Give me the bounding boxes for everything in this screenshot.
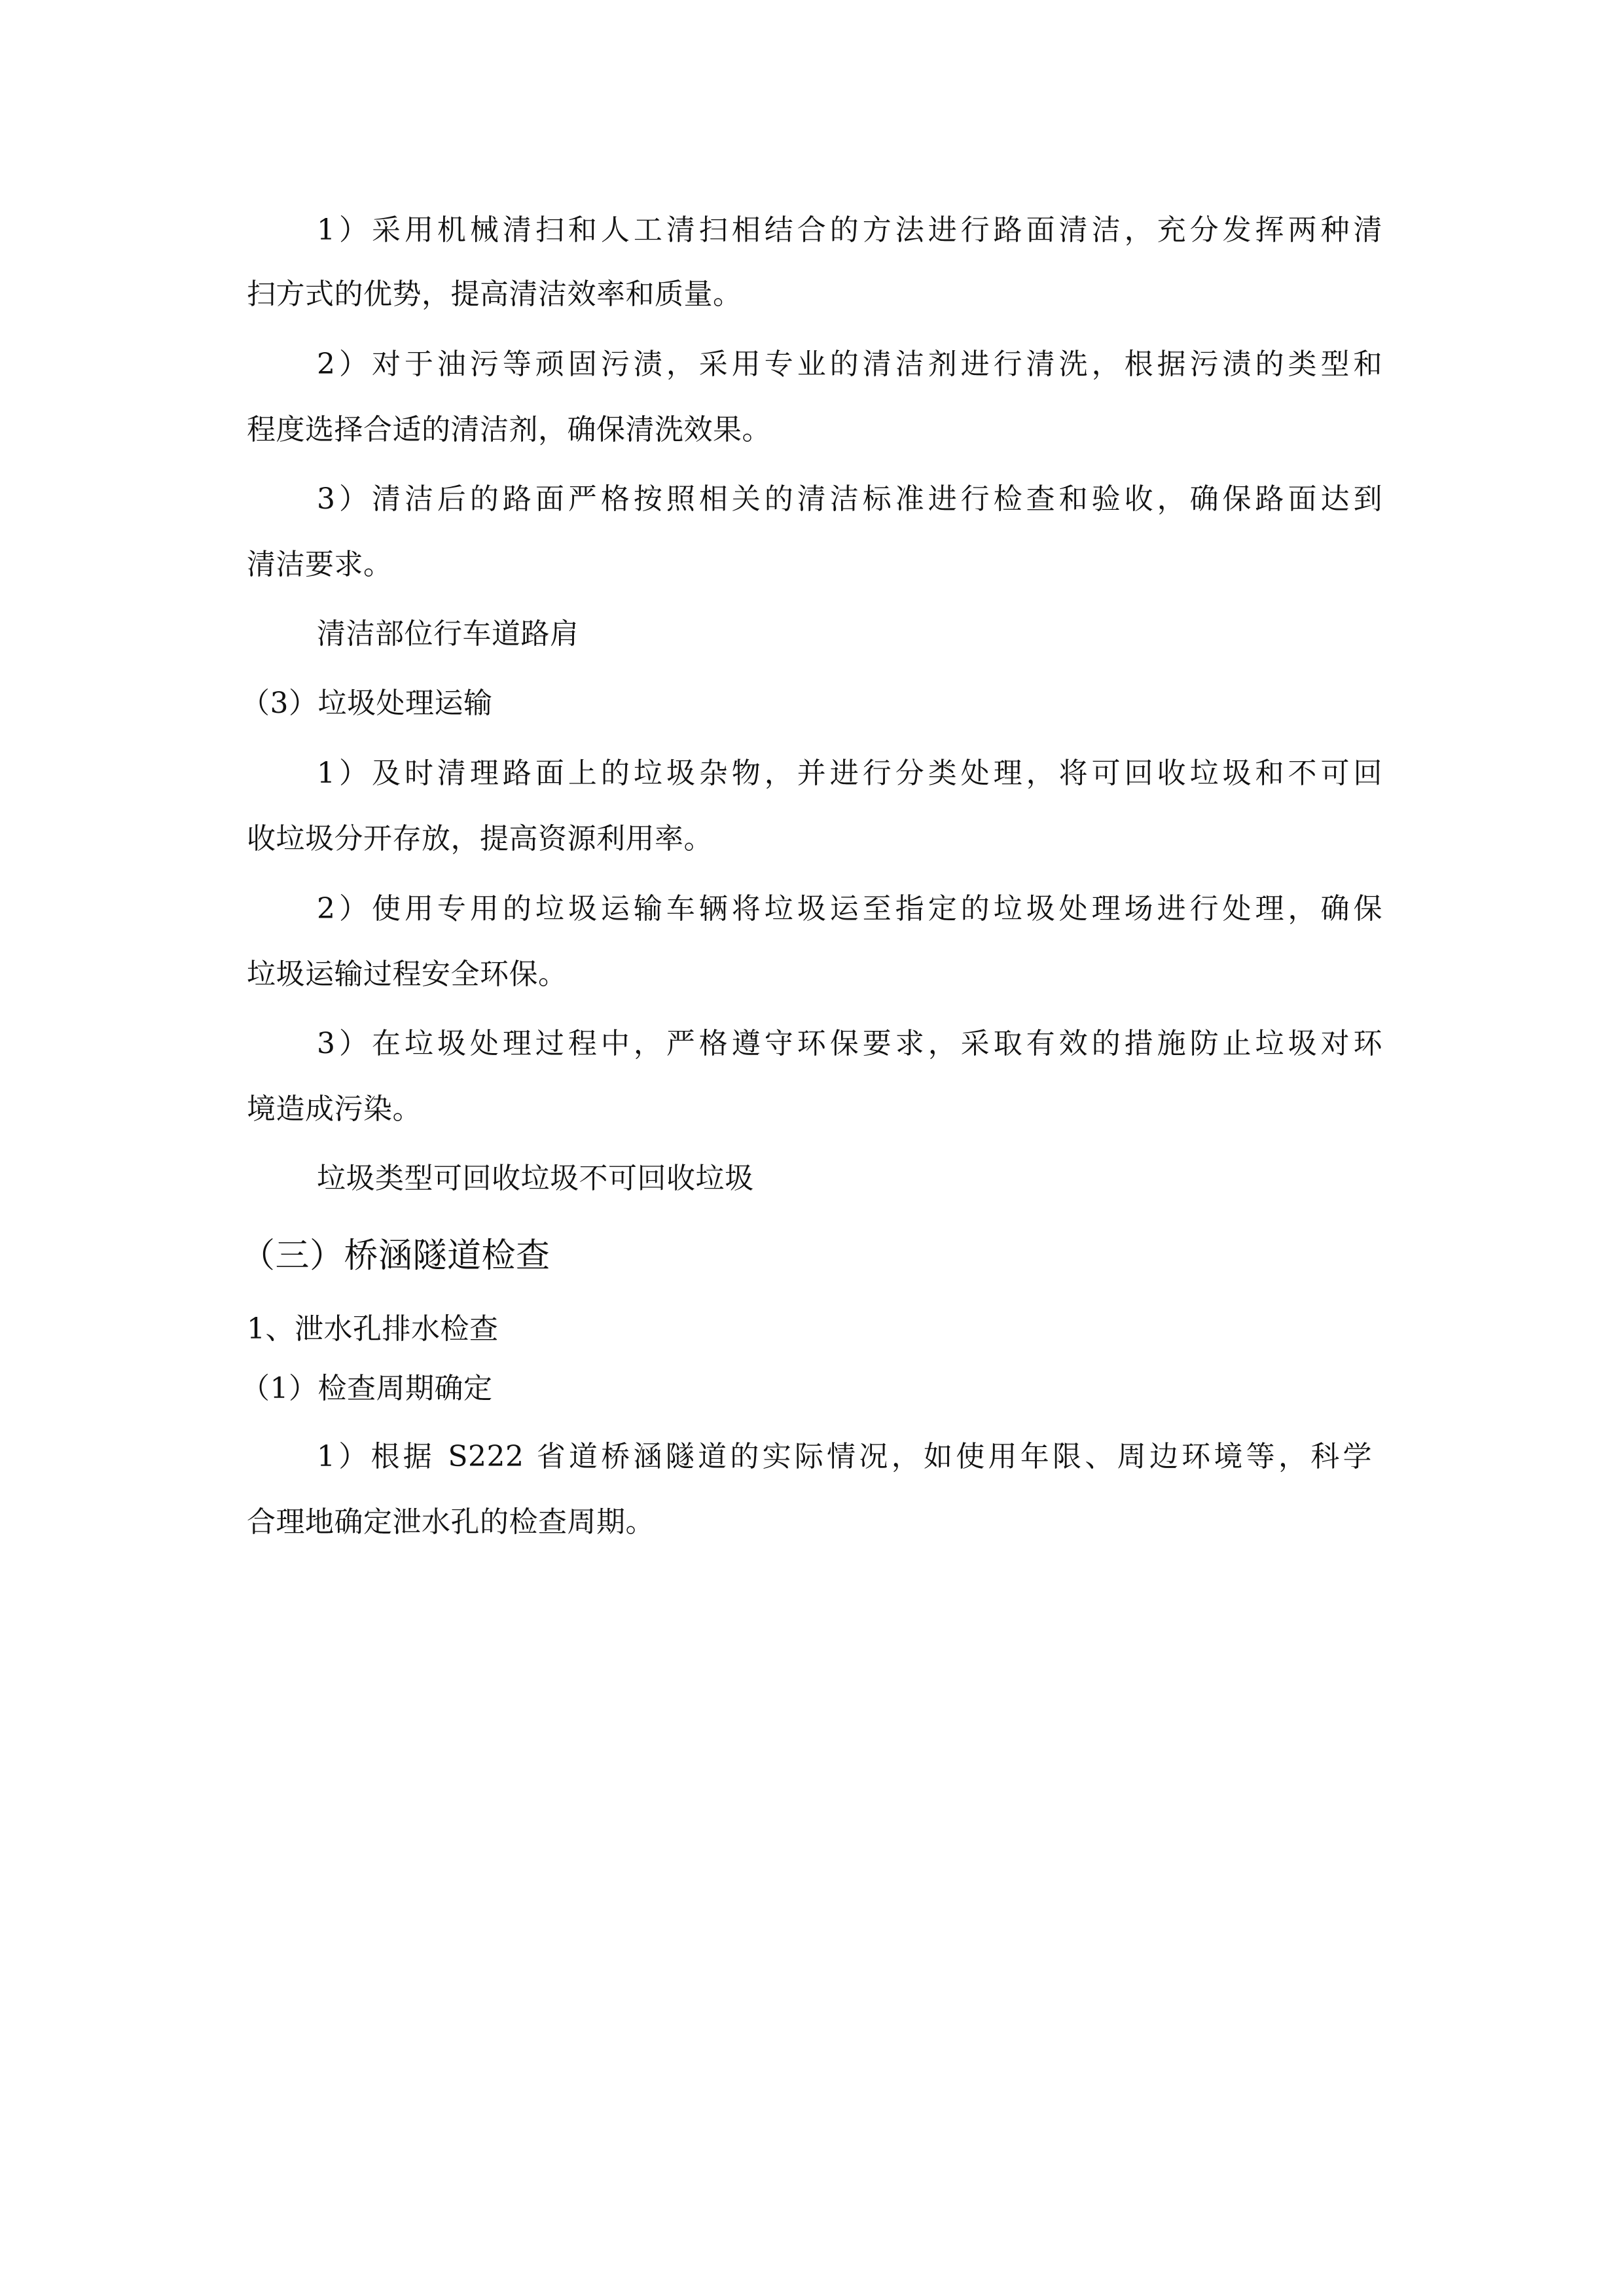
paragraph-line: 收垃圾分开存放，提高资源利用率。	[247, 822, 713, 855]
paragraph-line: 1）及时清理路面上的垃圾杂物，并进行分类处理，将可回收垃圾和不可回	[317, 757, 1382, 790]
paragraph-line: 扫方式的优势，提高清洁效率和质量。	[247, 278, 742, 311]
paragraph-line: 2）使用专用的垃圾运输车辆将垃圾运至指定的垃圾处理场进行处理，确保	[317, 892, 1382, 925]
paragraph-line: 3）清洁后的路面严格按照相关的清洁标准进行检查和验收，确保路面达到	[317, 482, 1382, 516]
table-text-line: 垃圾类型可回收垃圾不可回收垃圾	[317, 1162, 754, 1195]
paragraph-line: 程度选择合适的清洁剂，确保清洗效果。	[247, 413, 771, 446]
paragraph-line: 1）根据 S222 省道桥涵隧道的实际情况，如使用年限、周边环境等，科学	[317, 1440, 1372, 1473]
paragraph-line: 3）在垃圾处理过程中，严格遵守环保要求，采取有效的措施防止垃圾对环	[317, 1027, 1382, 1060]
paragraph-line: 1）采用机械清扫和人工清扫相结合的方法进行路面清洁，充分发挥两种清	[317, 213, 1382, 247]
paragraph-line: 合理地确定泄水孔的检查周期。	[247, 1505, 655, 1539]
paragraph-line: 2）对于油污等顽固污渍，采用专业的清洁剂进行清洗，根据污渍的类型和	[317, 348, 1382, 381]
paragraph-line: 垃圾运输过程安全环保。	[247, 958, 568, 991]
subheading: （1）检查周期确定	[241, 1372, 493, 1405]
paragraph-line: 境造成污染。	[247, 1092, 422, 1126]
table-text-line: 清洁部位行车道路肩	[317, 617, 579, 651]
item-heading: 1、泄水孔排水检查	[247, 1312, 499, 1346]
paragraph-line: 清洁要求。	[247, 548, 393, 581]
section-heading: （三）桥涵隧道检查	[241, 1236, 550, 1276]
subheading: （3）垃圾处理运输	[241, 687, 493, 720]
